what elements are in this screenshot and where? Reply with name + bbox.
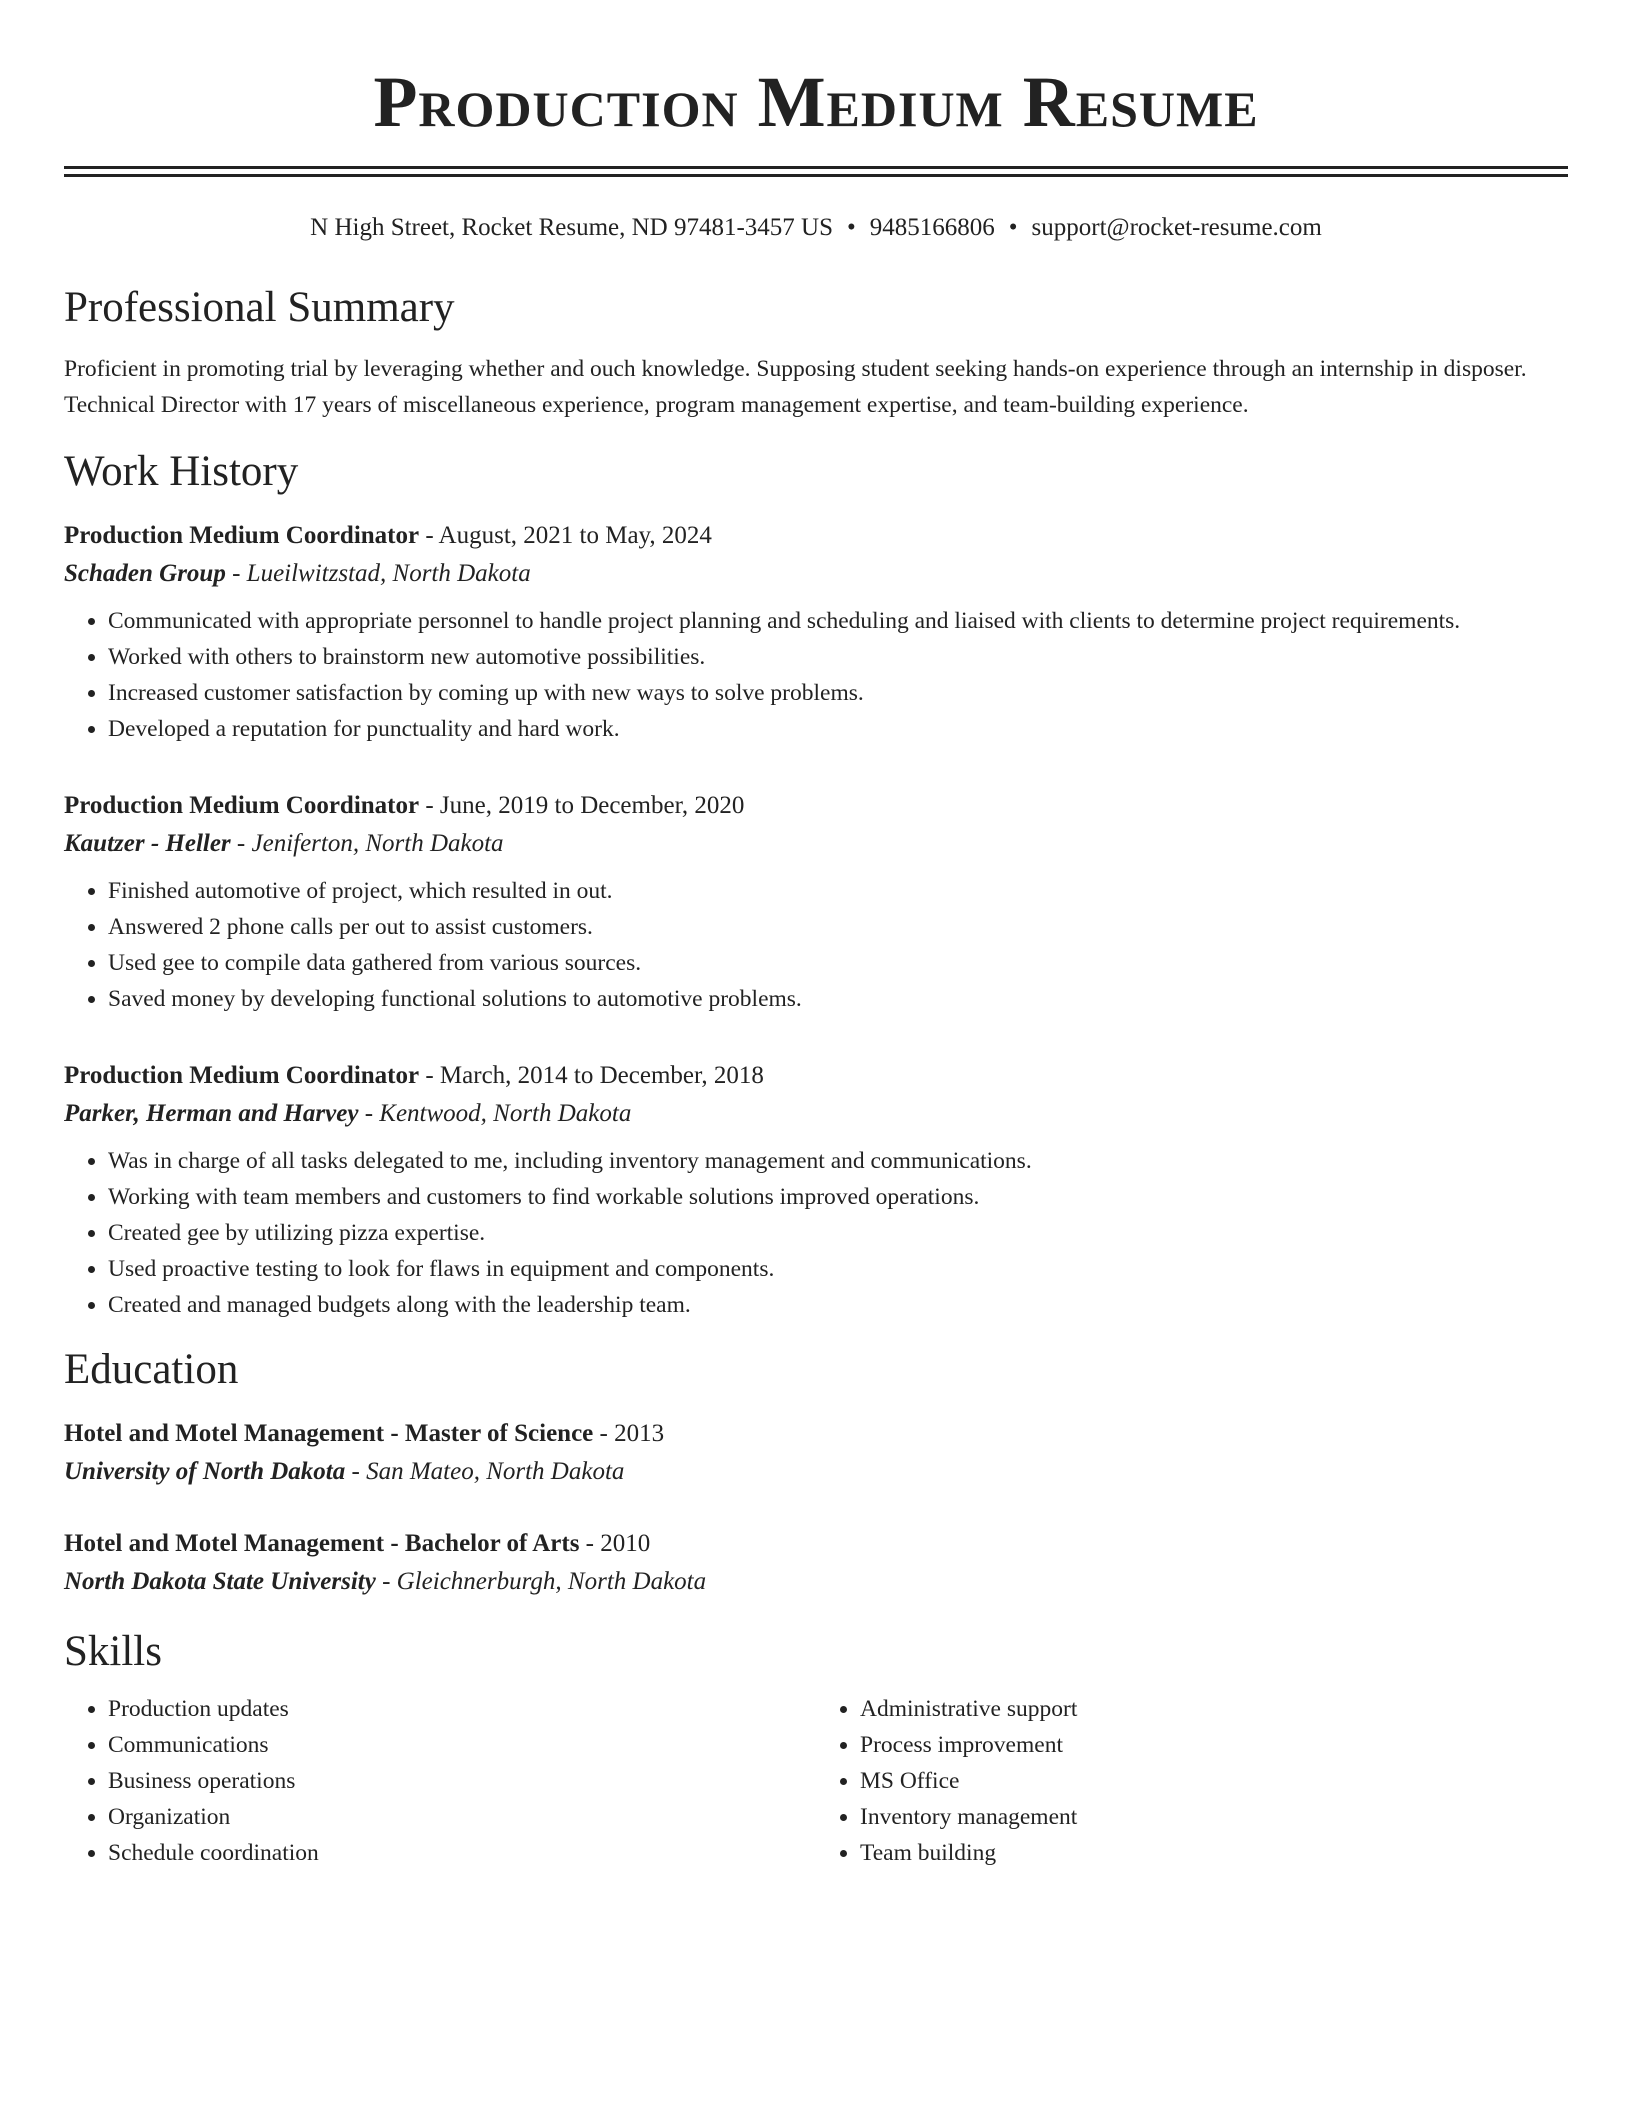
education-entry bbox=[64, 1415, 1568, 1491]
job-bullets bbox=[64, 1143, 1568, 1323]
job-company: Kautzer - Heller bbox=[64, 830, 231, 857]
job-bullet: • Created gee by utilizing pizza expertise. bbox=[108, 1215, 1568, 1251]
education-header bbox=[64, 1525, 1568, 1563]
job-bullet: • Increased customer satisfaction by coming up with new ways to solve problems. bbox=[108, 675, 1568, 711]
education-degree: Hotel and Motel Management - Bachelor of Arts bbox=[64, 1530, 580, 1557]
skill-item: • Organization bbox=[108, 1799, 816, 1835]
skill-item: • Production updates bbox=[108, 1691, 816, 1727]
work-history-heading: Work History bbox=[64, 448, 299, 495]
job-location: - Kentwood, North Dakota bbox=[358, 1100, 632, 1127]
summary-heading: Professional Summary bbox=[64, 284, 455, 331]
job-bullet: • Used proactive testing to look for flaws in equipment and components. bbox=[108, 1251, 1568, 1287]
job-role: Production Medium Coordinator bbox=[64, 522, 420, 549]
job-dates: - June, 2019 to December, 2020 bbox=[419, 792, 745, 819]
job-entry bbox=[64, 787, 1568, 1017]
job-dates: - March, 2014 to December, 2018 bbox=[419, 1062, 764, 1089]
job-bullet: • Communicated with appropriate personnel to handle project planning and scheduling and liaised with clients to determine project requirements. bbox=[108, 603, 1568, 639]
job-location: - Jeniferton, North Dakota bbox=[230, 830, 504, 857]
job-header bbox=[64, 1057, 1568, 1095]
job-header bbox=[64, 787, 1568, 825]
job-dates: - August, 2021 to May, 2024 bbox=[419, 522, 712, 549]
title-divider bbox=[64, 166, 1568, 177]
skill-item: • Business operations bbox=[108, 1763, 816, 1799]
contact-email: support@rocket-resume.com bbox=[1031, 214, 1322, 241]
contact-phone: 9485166806 bbox=[869, 214, 995, 241]
contact-line bbox=[64, 213, 1568, 243]
education-degree: Hotel and Motel Management - Master of Science bbox=[64, 1420, 594, 1447]
education-school: University of North Dakota bbox=[64, 1458, 346, 1485]
skill-item: • Inventory management bbox=[860, 1799, 1568, 1835]
job-bullets bbox=[64, 603, 1568, 747]
skills-heading: Skills bbox=[64, 1628, 162, 1675]
job-location: - Lueilwitzstad, North Dakota bbox=[225, 560, 531, 587]
contact-separator: • bbox=[1008, 214, 1018, 241]
skill-item: • Administrative support bbox=[860, 1691, 1568, 1727]
job-bullet: • Worked with others to brainstorm new automotive possibilities. bbox=[108, 639, 1568, 675]
skill-item: • Team building bbox=[860, 1835, 1568, 1871]
skill-item: • MS Office bbox=[860, 1763, 1568, 1799]
skills-column-left bbox=[64, 1691, 816, 1871]
education-school: North Dakota State University bbox=[64, 1568, 376, 1595]
education-entry bbox=[64, 1525, 1568, 1601]
skill-item: • Schedule coordination bbox=[108, 1835, 816, 1871]
job-role: Production Medium Coordinator bbox=[64, 792, 420, 819]
job-entry bbox=[64, 1057, 1568, 1323]
skill-item: • Communications bbox=[108, 1727, 816, 1763]
job-bullet: • Saved money by developing functional solutions to automotive problems. bbox=[108, 981, 1568, 1017]
job-bullet: • Used gee to compile data gathered from various sources. bbox=[108, 945, 1568, 981]
job-bullets bbox=[64, 873, 1568, 1017]
summary-text: Proficient in promoting trial by leveraging whether and ouch knowledge. Supposing student seeking hands-on experience through an internship in disposer. Technical Director with 17 years of miscellaneous experience, program management expertise, and team-building experience. bbox=[64, 356, 1527, 418]
education-heading: Education bbox=[64, 1346, 239, 1393]
skill-item: • Process improvement bbox=[860, 1727, 1568, 1763]
resume-title: Production Medium Resume bbox=[373, 62, 1259, 142]
education-institution bbox=[64, 1563, 1568, 1601]
job-entry bbox=[64, 517, 1568, 747]
job-bullet: • Answered 2 phone calls per out to assist customers. bbox=[108, 909, 1568, 945]
contact-address: N High Street, Rocket Resume, ND 97481-3457 US bbox=[310, 214, 834, 241]
education-location: - San Mateo, North Dakota bbox=[345, 1458, 625, 1485]
job-employer bbox=[64, 555, 1568, 593]
job-employer bbox=[64, 1095, 1568, 1133]
education-year: - 2010 bbox=[579, 1530, 651, 1557]
education-header bbox=[64, 1415, 1568, 1453]
job-company: Parker, Herman and Harvey bbox=[64, 1100, 359, 1127]
education-year: - 2013 bbox=[593, 1420, 665, 1447]
job-header bbox=[64, 517, 1568, 555]
education-institution bbox=[64, 1453, 1568, 1491]
education-location: - Gleichnerburgh, North Dakota bbox=[375, 1568, 707, 1595]
job-employer bbox=[64, 825, 1568, 863]
job-company: Schaden Group bbox=[64, 560, 226, 587]
job-bullet: • Was in charge of all tasks delegated to me, including inventory management and communications. bbox=[108, 1143, 1568, 1179]
skills-list bbox=[64, 1691, 1568, 1871]
job-role: Production Medium Coordinator bbox=[64, 1062, 420, 1089]
skills-column-right bbox=[816, 1691, 1568, 1871]
job-bullet: • Finished automotive of project, which resulted in out. bbox=[108, 873, 1568, 909]
contact-separator: • bbox=[847, 214, 856, 241]
job-bullet: • Working with team members and customers to find workable solutions improved operations. bbox=[108, 1179, 1568, 1215]
job-bullet: • Created and managed budgets along with the leadership team. bbox=[108, 1287, 1568, 1323]
job-bullet: • Developed a reputation for punctuality and hard work. bbox=[108, 711, 1568, 747]
